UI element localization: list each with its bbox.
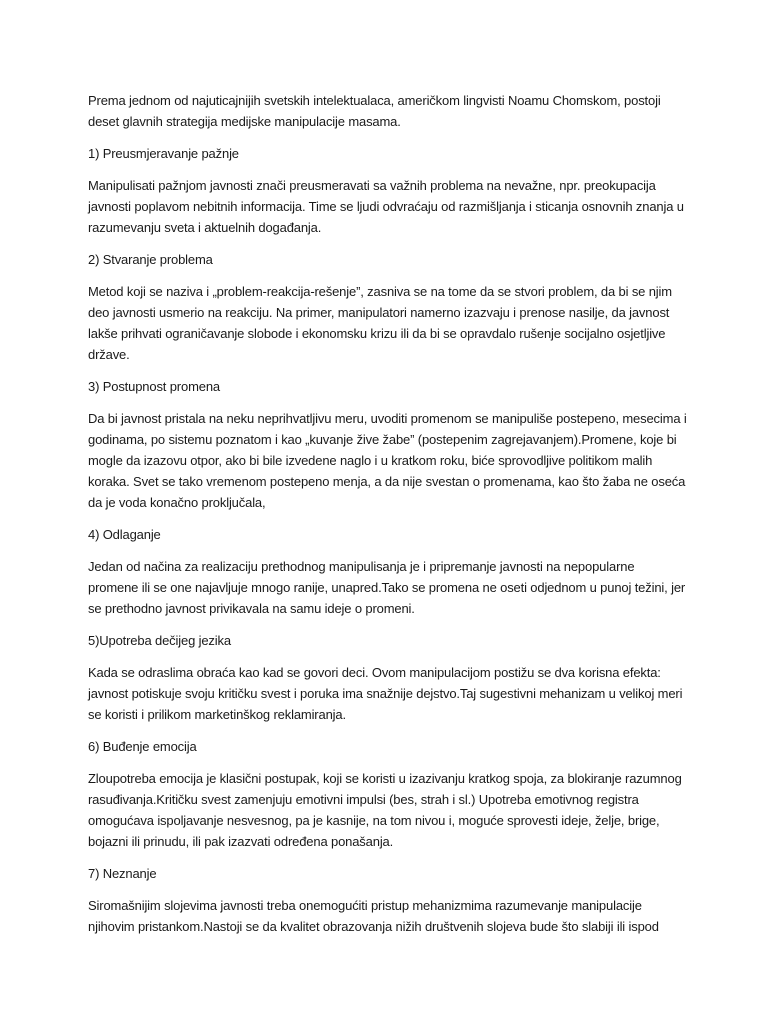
section-body-6: Zloupotreba emocija je klasični postupak, koji se koristi u izazivanju kratkog spoja, za blokiranje razumnog rasuđivanja.Kritičku svest zamenjuju emotivni impulsi (bes, strah i sl.) Upotreba emotivnog registra omogućava ispoljavanje nesvesnog, pa je kasnije, na tom nivou i, moguće sprovesti ideje, želje, brige, bojazni ili prinudu, ili pak izazvati određena ponašanja. bbox=[88, 771, 682, 849]
section-heading-5: 5)Upotreba dečijeg jezika bbox=[88, 633, 231, 648]
section-body-3: Da bi javnost pristala na neku neprihvatljivu meru, uvoditi promenom se manipuliše postepeno, mesecima i godinama, po sistemu poznatom i kao „kuvanje žive žabe” (postepenim zagrejavanjem).Promene, koje bi mogle da izazovu otpor, ako bi bile izvedene naglo i u kratkom roku, biće sprovodljive politikom malih koraka. Svet se tako vremenom postepeno menja, a da nije svestan o promenama, kao što žaba ne oseća da je voda konačno proključala, bbox=[88, 411, 687, 510]
section-body-4: Jedan od načina za realizaciju prethodnog manipulisanja je i pripremanje javnosti na nepopularne promene ili se one najavljuje mnogo ranije, unapred.Tako se promena ne oseti odjednom u punoj težini, jer se prethodno javnost privikavala na samu ideje o promeni. bbox=[88, 559, 686, 616]
document-page bbox=[88, 90, 688, 948]
section-heading-6: 6) Buđenje emocija bbox=[88, 739, 197, 754]
section-heading-4: 4) Odlaganje bbox=[88, 527, 161, 542]
section-heading-2: 2) Stvaranje problema bbox=[88, 252, 213, 267]
section-body-1: Manipulisati pažnjom javnosti znači preusmeravati sa važnih problema na nevažne, npr. preokupacija javnosti poplavom nebitnih informacija. Time se ljudi odvraćaju od razmišljanja i sticanja osnovnih znanja u razumevanju sveta i aktuelnih događanja. bbox=[88, 178, 684, 235]
section-heading-3: 3) Postupnost promena bbox=[88, 379, 220, 394]
section-body-2: Metod koji se naziva i „problem-reakcija-rešenje”, zasniva se na tome da se stvori problem, da bi se njim deo javnosti usmerio na reakciju. Na primer, manipulatori namerno izazvaju i prenose nasilje, da javnost lakše prihvati ograničavanje slobode i ekonomsku krizu ili da bi se opravdalo rušenje socijalno osjetljive države. bbox=[88, 284, 672, 362]
intro-paragraph: Prema jednom od najuticajnijih svetskih intelektualaca, američkom lingvisti Noamu Chomskom, postoji deset glavnih strategija medijske manipulacije masama. bbox=[88, 93, 661, 129]
section-heading-7: 7) Neznanje bbox=[88, 866, 157, 881]
section-heading-1: 1) Preusmjeravanje pažnje bbox=[88, 146, 239, 161]
section-body-5: Kada se odraslima obraća kao kad se govori deci. Ovom manipulacijom postižu se dva korisna efekta: javnost potiskuje svoju kritičku svest i poruka ima snažnije dejstvo.Taj sugestivni mehanizam u velikoj meri se koristi i prilikom marketinškog reklamiranja. bbox=[88, 665, 683, 722]
section-body-7: Siromašnijim slojevima javnosti treba onemogućiti pristup mehanizmima razumevanje manipulacije njihovim pristankom.Nastoji se da kvalitet obrazovanja nižih društvenih slojeva bude što slabiji ili ispod bbox=[88, 898, 659, 934]
